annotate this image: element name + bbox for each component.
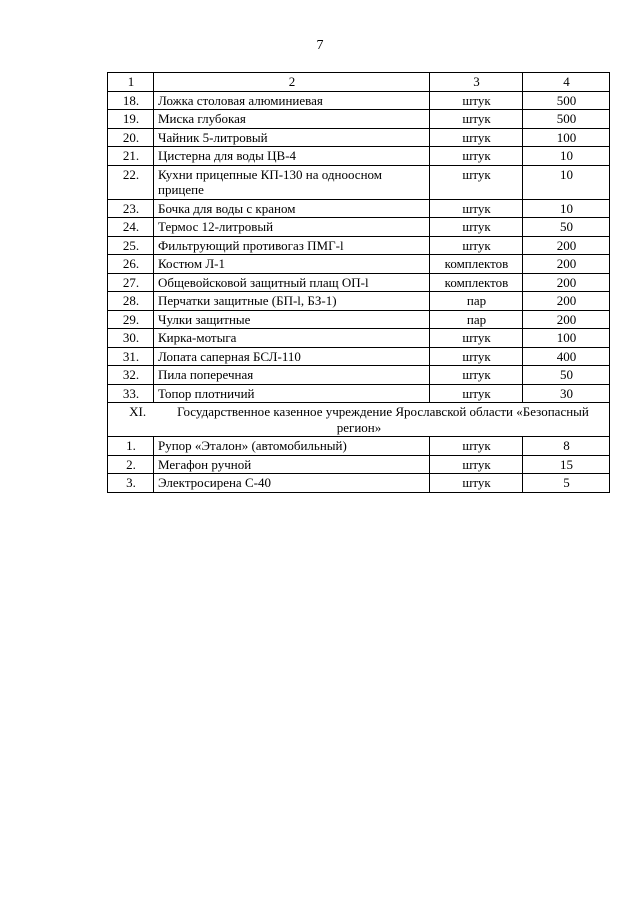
row-number: 3. bbox=[108, 474, 154, 493]
row-number: 28. bbox=[108, 292, 154, 311]
table-row bbox=[108, 273, 610, 292]
table-row bbox=[108, 366, 610, 385]
item-unit: штук bbox=[430, 91, 523, 110]
item-name: Пила поперечная bbox=[154, 366, 430, 385]
item-quantity: 200 bbox=[523, 273, 610, 292]
row-number: 20. bbox=[108, 128, 154, 147]
item-quantity: 200 bbox=[523, 236, 610, 255]
column-header-unit: 3 bbox=[430, 73, 523, 92]
item-unit: штук bbox=[430, 455, 523, 474]
item-quantity: 50 bbox=[523, 366, 610, 385]
item-unit: штук bbox=[430, 199, 523, 218]
row-number: 31. bbox=[108, 347, 154, 366]
row-number: 30. bbox=[108, 329, 154, 348]
item-unit: штук bbox=[430, 110, 523, 129]
row-number: 32. bbox=[108, 366, 154, 385]
item-name: Лопата саперная БСЛ-110 bbox=[154, 347, 430, 366]
table-row bbox=[108, 474, 610, 493]
row-number: 21. bbox=[108, 147, 154, 166]
item-name: Бочка для воды с краном bbox=[154, 199, 430, 218]
item-unit: штук bbox=[430, 347, 523, 366]
item-name: Кирка-мотыга bbox=[154, 329, 430, 348]
row-number: 18. bbox=[108, 91, 154, 110]
item-unit: штук bbox=[430, 437, 523, 456]
item-quantity: 10 bbox=[523, 165, 610, 199]
table-row bbox=[108, 236, 610, 255]
item-unit: комплектов bbox=[430, 273, 523, 292]
item-quantity: 15 bbox=[523, 455, 610, 474]
item-name: Чайник 5-литровый bbox=[154, 128, 430, 147]
item-quantity: 8 bbox=[523, 437, 610, 456]
item-quantity: 200 bbox=[523, 310, 610, 329]
item-quantity: 5 bbox=[523, 474, 610, 493]
table-row bbox=[108, 347, 610, 366]
item-name: Термос 12-литровый bbox=[154, 218, 430, 237]
item-unit: штук bbox=[430, 474, 523, 493]
table-row bbox=[108, 128, 610, 147]
item-quantity: 200 bbox=[523, 255, 610, 274]
column-header-quantity: 4 bbox=[523, 73, 610, 92]
item-name: Общевойсковой защитный плащ ОП-l bbox=[154, 273, 430, 292]
row-number: 19. bbox=[108, 110, 154, 129]
item-name: Ложка столовая алюминиевая bbox=[154, 91, 430, 110]
item-name: Костюм Л-1 bbox=[154, 255, 430, 274]
item-name: Мегафон ручной bbox=[154, 455, 430, 474]
table-row bbox=[108, 91, 610, 110]
item-name: Чулки защитные bbox=[154, 310, 430, 329]
table-row bbox=[108, 310, 610, 329]
item-quantity: 500 bbox=[523, 110, 610, 129]
table-row bbox=[108, 255, 610, 274]
item-name: Миска глубокая bbox=[154, 110, 430, 129]
item-name: Кухни прицепные КП-130 на одноосном прицепе bbox=[154, 165, 430, 199]
table-row bbox=[108, 292, 610, 311]
item-unit: штук bbox=[430, 329, 523, 348]
table-header-row bbox=[108, 73, 610, 92]
table-row bbox=[108, 455, 610, 474]
item-unit: штук bbox=[430, 236, 523, 255]
item-unit: пар bbox=[430, 310, 523, 329]
inventory-table bbox=[107, 72, 610, 493]
table-row bbox=[108, 437, 610, 456]
item-unit: штук bbox=[430, 384, 523, 403]
table-row bbox=[108, 199, 610, 218]
table-row bbox=[108, 384, 610, 403]
item-name: Фильтрующий противогаз ПМГ-l bbox=[154, 236, 430, 255]
row-number: 2. bbox=[108, 455, 154, 474]
inventory-table-body bbox=[108, 73, 610, 493]
table-row bbox=[108, 165, 610, 199]
page-number: 7 bbox=[316, 38, 324, 53]
item-quantity: 500 bbox=[523, 91, 610, 110]
item-unit: комплектов bbox=[430, 255, 523, 274]
item-quantity: 200 bbox=[523, 292, 610, 311]
row-number: 22. bbox=[108, 165, 154, 199]
row-number: 29. bbox=[108, 310, 154, 329]
row-number: 27. bbox=[108, 273, 154, 292]
section-heading bbox=[108, 403, 610, 437]
item-quantity: 100 bbox=[523, 329, 610, 348]
item-name: Топор плотничий bbox=[154, 384, 430, 403]
item-quantity: 30 bbox=[523, 384, 610, 403]
item-unit: штук bbox=[430, 165, 523, 199]
row-number: 23. bbox=[108, 199, 154, 218]
row-number: 26. bbox=[108, 255, 154, 274]
section-title: Государственное казенное учреждение Ярославской области «Безопасный регион» bbox=[177, 404, 589, 435]
table-row bbox=[108, 329, 610, 348]
item-name: Перчатки защитные (БП-l, БЗ-1) bbox=[154, 292, 430, 311]
item-unit: штук bbox=[430, 218, 523, 237]
section-row bbox=[108, 403, 610, 437]
table-row bbox=[108, 147, 610, 166]
column-header-name: 2 bbox=[154, 73, 430, 92]
item-quantity: 400 bbox=[523, 347, 610, 366]
item-unit: штук bbox=[430, 366, 523, 385]
table-row bbox=[108, 110, 610, 129]
item-unit: штук bbox=[430, 147, 523, 166]
row-number: 24. bbox=[108, 218, 154, 237]
item-name: Рупор «Эталон» (автомобильный) bbox=[154, 437, 430, 456]
item-quantity: 100 bbox=[523, 128, 610, 147]
item-name: Электросирена С-40 bbox=[154, 474, 430, 493]
item-quantity: 50 bbox=[523, 218, 610, 237]
item-quantity: 10 bbox=[523, 147, 610, 166]
item-unit: пар bbox=[430, 292, 523, 311]
section-number: XI. bbox=[129, 404, 147, 419]
row-number: 25. bbox=[108, 236, 154, 255]
row-number: 33. bbox=[108, 384, 154, 403]
row-number: 1. bbox=[108, 437, 154, 456]
column-header-number: 1 bbox=[108, 73, 154, 92]
table-row bbox=[108, 218, 610, 237]
item-quantity: 10 bbox=[523, 199, 610, 218]
item-unit: штук bbox=[430, 128, 523, 147]
item-name: Цистерна для воды ЦВ-4 bbox=[154, 147, 430, 166]
